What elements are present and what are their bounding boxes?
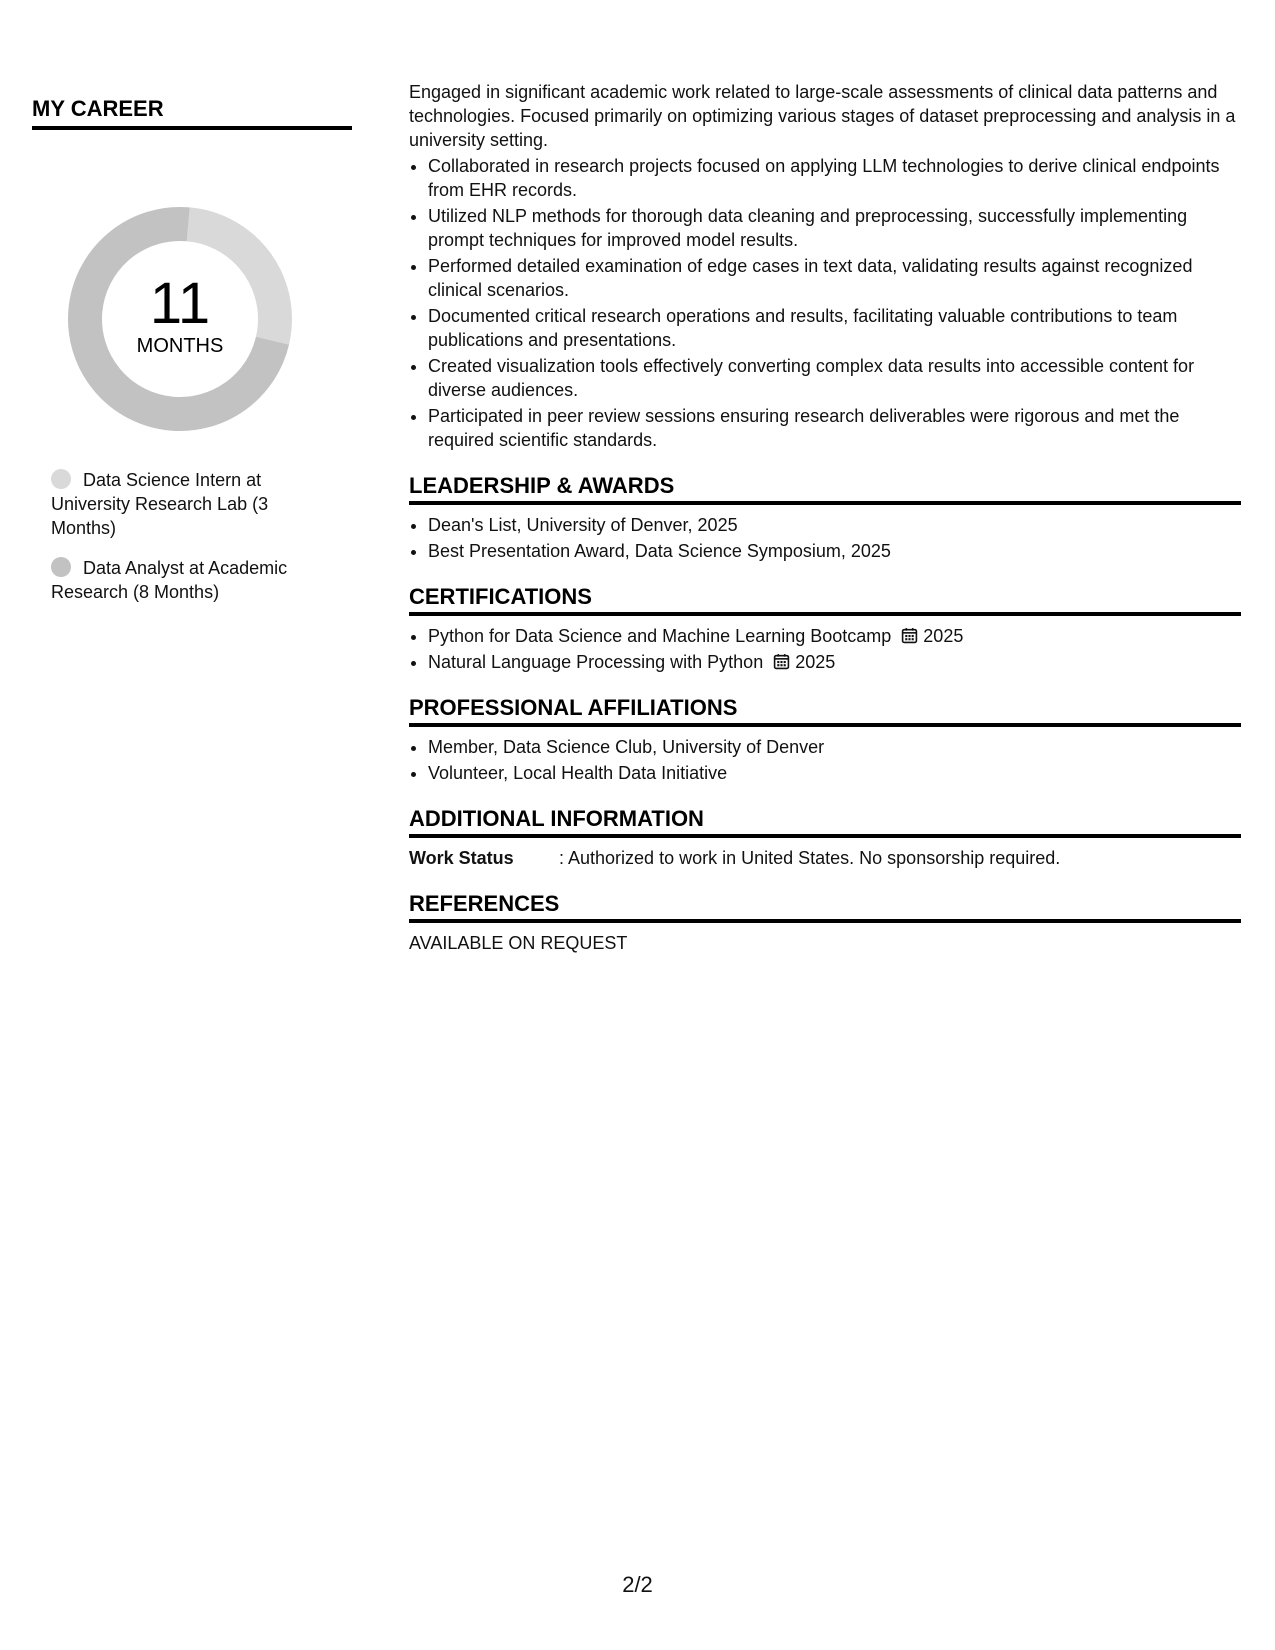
references-title: REFERENCES [409,890,1241,923]
list-item [428,624,1241,648]
certification-name: Natural Language Processing with Python [428,652,764,672]
work-status-row [409,846,1241,870]
legend-item [51,468,321,540]
certifications-title: CERTIFICATIONS [409,583,1241,616]
certification-date [773,652,835,672]
list-item: • Utilized NLP methods for thorough data cleaning and preprocessing, successfully implementing prompt techniques for improved model results. [428,204,1241,252]
certification-year: 2025 [923,626,964,646]
calendar-icon [901,627,918,644]
experience-intro: Engaged in significant academic work related to large-scale assessments of clinical data patterns and technologies. Focused primarily on optimizing various stages of dataset preprocessing and analysis in a university setting. [409,82,1236,150]
legend-dot-icon [51,469,71,489]
calendar-icon [773,653,790,670]
career-total-unit: MONTHS [136,335,224,357]
references-text: AVAILABLE ON REQUEST [409,933,628,953]
list-item: • Member, Data Science Club, University of Denver [428,735,1241,759]
list-item [428,650,1241,674]
donut-center [65,204,295,434]
certifications-list [409,624,1241,674]
work-status-label: Work Status [409,848,514,868]
legend-dot-icon [51,557,71,577]
certification-year: 2025 [795,652,836,672]
certification-date [901,626,963,646]
experience-bullets [409,154,1241,452]
career-title: MY CAREER [32,96,352,130]
legend-label: Data Science Intern at University Research Lab (3 Months) [51,470,269,538]
list-item: • Documented critical research operations and results, facilitating valuable contributions to team publications and presentations. [428,304,1241,352]
page-number: 2/2 [622,1572,653,1597]
certification-name: Python for Data Science and Machine Learning Bootcamp [428,626,892,646]
career-total-months: 11 [149,271,211,336]
list-item: • Performed detailed examination of edge cases in text data, validating results against recognized clinical scenarios. [428,254,1241,302]
main-column [409,80,1241,955]
list-item: • Participated in peer review sessions ensuring research deliverables were rigorous and met the required scientific standards. [428,404,1241,452]
career-donut-chart [65,204,295,434]
additional-info-title: ADDITIONAL INFORMATION [409,805,1241,838]
leadership-list [409,513,1241,563]
career-legend [51,468,321,604]
list-item: • Best Presentation Award, Data Science Symposium, 2025 [428,539,1241,563]
affiliations-list [409,735,1241,785]
list-item: • Created visualization tools effectively converting complex data results into accessible content for diverse audiences. [428,354,1241,402]
list-item: • Dean's List, University of Denver, 2025 [428,513,1241,537]
list-item: • Volunteer, Local Health Data Initiative [428,761,1241,785]
leadership-title: LEADERSHIP & AWARDS [409,472,1241,505]
affiliations-title: PROFESSIONAL AFFILIATIONS [409,694,1241,727]
work-status-value: : Authorized to work in United States. No sponsorship required. [559,848,1061,868]
legend-item [51,556,321,604]
legend-label: Data Analyst at Academic Research (8 Months) [51,558,288,602]
list-item: • Collaborated in research projects focused on applying LLM technologies to derive clinical endpoints from EHR records. [428,154,1241,202]
career-column [32,96,352,620]
